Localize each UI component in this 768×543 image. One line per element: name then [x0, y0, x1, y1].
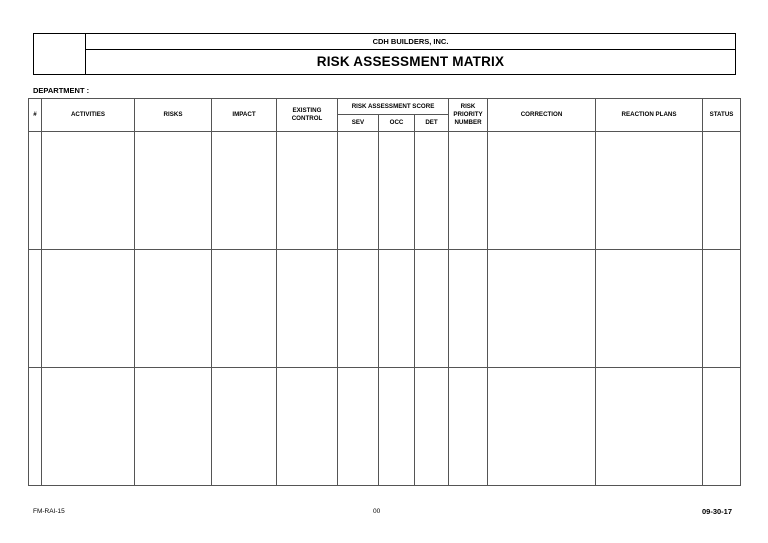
cell-reaction-plans[interactable] [596, 368, 703, 486]
col-header-risk-assessment-score: RISK ASSESSMENT SCORE [338, 99, 449, 115]
cell-risks[interactable] [135, 250, 212, 368]
revision-number: 00 [373, 508, 381, 515]
cell-risks[interactable] [135, 132, 212, 250]
form-header [33, 33, 736, 75]
cell-num[interactable] [29, 368, 42, 486]
table-row [29, 132, 741, 250]
cell-activities[interactable] [42, 132, 135, 250]
col-header-existing-control: EXISTING CONTROL [277, 99, 338, 132]
col-header-status: STATUS [703, 99, 741, 132]
form-code: FM-RAI-15 [33, 508, 65, 515]
cell-sev[interactable] [338, 132, 379, 250]
cell-correction[interactable] [488, 368, 596, 486]
cell-correction[interactable] [488, 132, 596, 250]
cell-existing-control[interactable] [277, 250, 338, 368]
col-header-correction: CORRECTION [488, 99, 596, 132]
cell-impact[interactable] [212, 368, 277, 486]
col-header-reaction-plans: REACTION PLANS [596, 99, 703, 132]
cell-det[interactable] [415, 368, 449, 486]
cell-num[interactable] [29, 250, 42, 368]
cell-sev[interactable] [338, 250, 379, 368]
cell-rpn[interactable] [449, 132, 488, 250]
table-row [29, 250, 741, 368]
cell-occ[interactable] [379, 368, 415, 486]
form-title: RISK ASSESSMENT MATRIX [316, 54, 505, 69]
logo-cell [34, 34, 86, 74]
col-header-risk-priority-number: RISK PRIORITY NUMBER [449, 99, 488, 132]
cell-reaction-plans[interactable] [596, 250, 703, 368]
cell-activities[interactable] [42, 368, 135, 486]
form-date: 09-30-17 [702, 507, 733, 516]
col-header-sev: SEV [338, 115, 379, 132]
cell-impact[interactable] [212, 132, 277, 250]
risk-matrix-table [28, 98, 741, 486]
col-header-impact: IMPACT [212, 99, 277, 132]
cell-occ[interactable] [379, 250, 415, 368]
cell-existing-control[interactable] [277, 368, 338, 486]
company-name: CDH BUILDERS, INC. [86, 34, 735, 50]
cell-occ[interactable] [379, 132, 415, 250]
col-header-det: DET [415, 115, 449, 132]
cell-existing-control[interactable] [277, 132, 338, 250]
cell-impact[interactable] [212, 250, 277, 368]
cell-rpn[interactable] [449, 368, 488, 486]
col-header-activities: ACTIVITIES [42, 99, 135, 132]
col-header-num: # [29, 99, 42, 132]
cell-num[interactable] [29, 132, 42, 250]
cell-status[interactable] [703, 368, 741, 486]
table-row [29, 368, 741, 486]
cell-status[interactable] [703, 250, 741, 368]
department-label: DEPARTMENT : [33, 86, 90, 95]
cell-risks[interactable] [135, 368, 212, 486]
cell-sev[interactable] [338, 368, 379, 486]
col-header-risks: RISKS [135, 99, 212, 132]
cell-reaction-plans[interactable] [596, 132, 703, 250]
cell-activities[interactable] [42, 250, 135, 368]
cell-rpn[interactable] [449, 250, 488, 368]
cell-det[interactable] [415, 132, 449, 250]
cell-det[interactable] [415, 250, 449, 368]
cell-correction[interactable] [488, 250, 596, 368]
col-header-occ: OCC [379, 115, 415, 132]
cell-status[interactable] [703, 132, 741, 250]
